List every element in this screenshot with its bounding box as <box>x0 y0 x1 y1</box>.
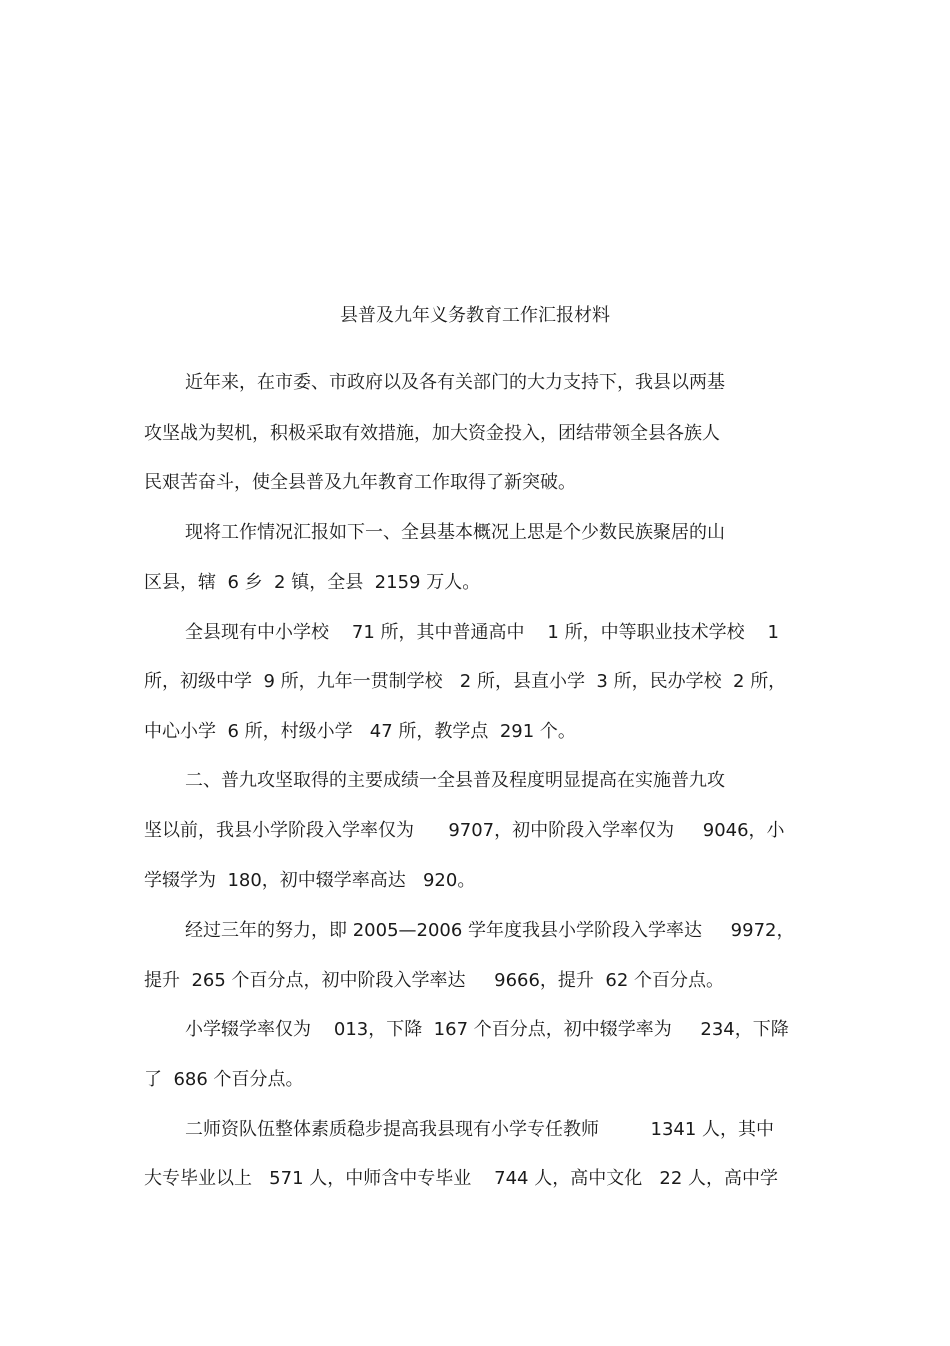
paragraph-line: 经过三年的努力，即 2005—2006 学年度我县小学阶段入学率达 9972， <box>185 920 795 941</box>
paragraph-line: 中心小学 6 所，村级小学 47 所，教学点 291 个。 <box>144 721 576 742</box>
paragraph-line: 现将工作情况汇报如下一、全县基本概况上思是个少数民族聚居的山 <box>185 522 725 543</box>
paragraph-line: 学辍学为 180，初中辍学率高达 920。 <box>144 870 476 891</box>
paragraph-line: 小学辍学率仅为 013，下降 167 个百分点，初中辍学率为 234，下降 <box>185 1019 789 1040</box>
paragraph-line: 民艰苦奋斗，使全县普及九年教育工作取得了新突破。 <box>144 472 576 493</box>
paragraph-line: 区县，辖 6 乡 2 镇，全县 2159 万人。 <box>144 572 481 593</box>
paragraph-line: 近年来，在市委、市政府以及各有关部门的大力支持下，我县以两基 <box>185 372 725 393</box>
paragraph-line: 攻坚战为契机，积极采取有效措施，加大资金投入，团结带领全县各族人 <box>144 423 720 444</box>
paragraph-line: 所，初级中学 9 所，九年一贯制学校 2 所，县直小学 3 所，民办学校 2 所， <box>144 671 787 692</box>
paragraph-line: 坚以前，我县小学阶段入学率仅为 9707，初中阶段入学率仅为 9046，小 <box>144 820 785 841</box>
paragraph-line: 二师资队伍整体素质稳步提高我县现有小学专任教师 1341 人，其中 <box>185 1119 775 1140</box>
document-title: 县普及九年义务教育工作汇报材料 <box>340 305 610 326</box>
paragraph-line: 全县现有中小学校 71 所，其中普通高中 1 所，中等职业技术学校 1 <box>185 622 779 643</box>
paragraph-line: 提升 265 个百分点，初中阶段入学率达 9666，提升 62 个百分点。 <box>144 970 725 991</box>
paragraph-line: 大专毕业以上 571 人，中师含中专毕业 744 人，高中文化 22 人，高中学 <box>144 1168 778 1189</box>
paragraph-line: 了 686 个百分点。 <box>144 1069 304 1090</box>
paragraph-line: 二、普九攻坚取得的主要成绩一全县普及程度明显提高在实施普九攻 <box>185 770 725 791</box>
